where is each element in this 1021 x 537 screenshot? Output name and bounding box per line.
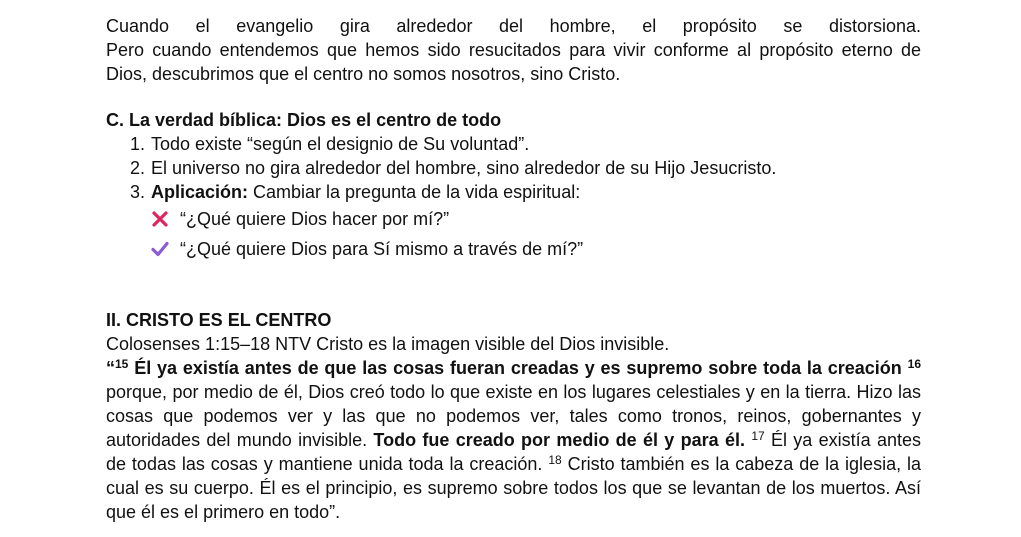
verse-number-16: 16: [907, 357, 921, 371]
section-c-points: [106, 132, 921, 204]
list-item: [130, 180, 921, 204]
point-bold-label: Aplicación:: [151, 182, 249, 202]
document-page: [106, 14, 921, 524]
point-text: Cambiar la pregunta de la vida espiritual:: [248, 182, 581, 202]
verse-16-text: porque, por medio de él, Dios creó todo lo que existe en los lugares celestiales y en la tierra. Hizo las cosas que podemos ver y las que no podemos ver, tales como tronos, reinos, gobernantes y autoridades del mundo invisible.: [106, 382, 921, 450]
section-ii-heading: II. CRISTO ES EL CENTRO: [106, 310, 332, 330]
wrong-question-option: [150, 204, 921, 234]
wrong-question-text: “¿Qué quiere Dios hacer por mí?”: [180, 209, 450, 229]
verse-15-text: Él ya existía antes de que las cosas fueran creadas y es supremo sobre toda la creación: [128, 358, 902, 378]
cross-mark-icon: [150, 209, 170, 229]
intro-line-1: Cuando el evangelio gira alrededor del hombre, el propósito se distorsiona.: [106, 16, 921, 36]
check-mark-icon: [150, 239, 170, 259]
section-c-heading: C. La verdad bíblica: Dios es el centro de todo: [106, 110, 502, 130]
point-number: 2.: [130, 158, 146, 178]
verse-number-15: 15: [115, 357, 129, 371]
intro-paragraph: Pero cuando entendemos que hemos sido resucitados para vivir conforme al propósito eterno de Dios, descubrimos que el centro no somos nosotros, sino Cristo.: [106, 40, 921, 84]
question-options: [106, 204, 921, 264]
list-item: [130, 132, 921, 156]
verse-number-17: 17: [751, 429, 765, 443]
point-text: Todo existe “según el designio de Su voluntad”.: [151, 134, 530, 154]
verse-number-18: 18: [548, 453, 562, 467]
point-number: 3.: [130, 182, 146, 202]
verse-18-text: Cristo también es la cabeza de la iglesia, la cual es su cuerpo. Él es el principio, es supremo sobre todos los que se levantan de los muertos. Así que él es el primero en todo”.: [106, 454, 921, 522]
verse-17-text: Él ya existía antes de todas las cosas y mantiene unida toda la creación.: [106, 430, 921, 474]
list-item: [130, 156, 921, 180]
point-number: 1.: [130, 134, 146, 154]
right-question-text: “¿Qué quiere Dios para Sí mismo a través de mí?”: [180, 239, 584, 259]
point-text: El universo no gira alrededor del hombre, sino alrededor de su Hijo Jesucristo.: [151, 158, 777, 178]
verse-16-bold-text: Todo fue creado por medio de él y para él.: [367, 430, 745, 450]
quote-open: “: [106, 358, 115, 378]
scripture-quote: [106, 356, 921, 524]
scripture-reference: Colosenses 1:15–18 NTV Cristo es la imagen visible del Dios invisible.: [106, 334, 670, 354]
right-question-option: [150, 234, 921, 264]
